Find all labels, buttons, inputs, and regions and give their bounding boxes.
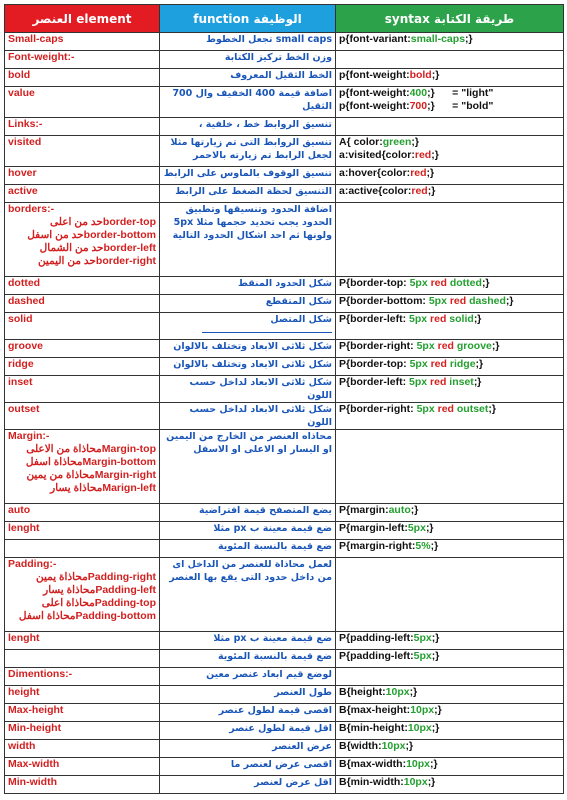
syntax-token: P{border-top:: [339, 358, 410, 370]
syntax-token: 5px: [409, 277, 431, 289]
element-text: Max-height: [8, 704, 64, 716]
syntax-token: ;}: [481, 277, 490, 289]
syntax-token: ;}: [430, 540, 439, 552]
element-text: Padding-leftمحاذاة يسار: [43, 584, 156, 596]
syntax-token: ;}: [431, 650, 440, 662]
element-text: visited: [8, 136, 42, 148]
element-text: Margin-rightمحاذاة من يمين: [26, 469, 156, 481]
header-row: [5, 5, 564, 33]
table-row: [5, 313, 564, 340]
cell-element: [5, 33, 160, 51]
syntax-token: P{margin-right:: [339, 540, 416, 552]
syntax-token: a:hover{color:: [339, 167, 411, 179]
cell-function: [160, 740, 336, 758]
table-row: [5, 295, 564, 313]
syntax-token: ;}: [405, 740, 414, 752]
element-text: inset: [8, 376, 33, 388]
syntax-token: ;}: [431, 632, 440, 644]
cell-element: [5, 295, 160, 313]
syntax-token: 5px: [413, 632, 432, 644]
table-row: [5, 504, 564, 522]
element-text: Margin-bottomمحاذاة اسفل: [25, 456, 156, 468]
function-text: اقل عرض لعنصر: [254, 777, 332, 788]
table-row: [5, 69, 564, 87]
element-text: Links:-: [8, 118, 43, 130]
cell-syntax: [336, 295, 564, 313]
syntax-token: solid: [449, 313, 474, 325]
function-text: شكل المتصل: [270, 314, 332, 325]
cell-element: [5, 540, 160, 558]
element-text: borders:-: [8, 203, 55, 215]
cell-function: [160, 313, 336, 340]
cell-function: [160, 376, 336, 403]
table-row: [5, 277, 564, 295]
syntax-token: red: [411, 185, 428, 197]
function-text: تنسيق الروابط خط ، خلفية ،: [198, 119, 332, 130]
syntax-token: ;} = "light": [427, 87, 494, 99]
element-text: Max-width: [8, 758, 60, 770]
function-text: لعمل محاذاة للعنصر من الداخل اى من داخل حدود التى يقع بها العنصر: [169, 559, 332, 583]
cell-element: [5, 430, 160, 504]
syntax-token: ;}: [491, 340, 500, 352]
syntax-token: 5px: [409, 358, 431, 370]
cell-syntax: [336, 358, 564, 376]
cell-function: [160, 686, 336, 704]
cell-element: [5, 313, 160, 340]
element-text: width: [8, 740, 36, 752]
cell-syntax: [336, 686, 564, 704]
cell-element: [5, 522, 160, 540]
syntax-token: ;}: [410, 504, 419, 516]
function-text: اقصى عرض لعنصر ما: [230, 759, 332, 770]
cell-syntax: [336, 504, 564, 522]
cell-element: [5, 87, 160, 118]
cell-element: [5, 758, 160, 776]
css-reference-table: [4, 4, 564, 794]
table-row: [5, 430, 564, 504]
element-text: hover: [8, 167, 37, 179]
syntax-token: P{margin:: [339, 504, 389, 516]
syntax-token: P{border-bottom:: [339, 295, 429, 307]
element-text: height: [8, 686, 40, 698]
cell-syntax: [336, 758, 564, 776]
syntax-token: red: [430, 376, 450, 388]
table-row: [5, 203, 564, 277]
syntax-token: ;}: [430, 758, 438, 770]
cell-syntax: [336, 313, 564, 340]
syntax-token: red: [430, 277, 450, 289]
cell-syntax: [336, 203, 564, 277]
cell-element: [5, 376, 160, 403]
table-row: [5, 33, 564, 51]
table-row: [5, 376, 564, 403]
cell-function: [160, 650, 336, 668]
syntax-token: 5px: [416, 340, 438, 352]
syntax-token: red: [437, 403, 457, 415]
syntax-token: ;}: [427, 185, 436, 197]
cell-function: [160, 632, 336, 650]
syntax-token: red: [410, 167, 427, 179]
cell-syntax: [336, 277, 564, 295]
cell-syntax: [336, 136, 564, 167]
function-text: طول العنصر: [274, 687, 332, 698]
table-body: [5, 33, 564, 794]
cell-syntax: [336, 185, 564, 203]
cell-function: [160, 504, 336, 522]
syntax-token: red: [437, 340, 457, 352]
syntax-token: B{min-width:: [339, 776, 404, 788]
function-text: اضافة قيمة 400 الخفيف وال 700 الثقيل: [172, 88, 332, 112]
cell-syntax: [336, 430, 564, 504]
function-text: محاذاه العنصر من الخارج من اليمين او اليسار او الاعلى او الاسفل: [166, 431, 332, 455]
element-text: bold: [8, 69, 31, 81]
syntax-token: ;}: [411, 136, 419, 148]
cell-syntax: [336, 167, 564, 185]
table-row: [5, 722, 564, 740]
cell-element: [5, 118, 160, 136]
syntax-token: P{margin-left:: [339, 522, 408, 534]
cell-function: [160, 118, 336, 136]
element-text: Padding-bottomمحاذاة اسفل: [18, 610, 156, 622]
cell-element: [5, 740, 160, 758]
syntax-token: p{font-variant:: [339, 33, 411, 45]
syntax-token: auto: [388, 504, 411, 516]
cell-function: [160, 704, 336, 722]
table-row: [5, 704, 564, 722]
table-row: [5, 522, 564, 540]
cell-syntax: [336, 740, 564, 758]
syntax-token: ;}: [473, 376, 482, 388]
cell-function: [160, 87, 336, 118]
cell-function: [160, 277, 336, 295]
function-text: الخط الثقيل المعروف: [230, 70, 332, 81]
syntax-token: 10px: [385, 686, 410, 698]
cell-function: [160, 51, 336, 69]
table-row: [5, 185, 564, 203]
cell-element: [5, 340, 160, 358]
element-text: border-bottomحد من اسفل: [27, 229, 156, 241]
cell-element: [5, 704, 160, 722]
element-text: Font-weight:-: [8, 51, 75, 63]
element-text: auto: [8, 504, 31, 516]
syntax-token: 10px: [403, 776, 428, 788]
function-text: اضافة الحدود وتنسيقها وتطبيق الحدود يجب تحديد حجمها مثلا 5px ولونها ثم احد اشكال الحدود التالية: [172, 204, 332, 241]
table-row: [5, 632, 564, 650]
syntax-token: B{min-height:: [339, 722, 408, 734]
syntax-token: ;}: [409, 686, 418, 698]
cell-function: [160, 69, 336, 87]
syntax-token: 10px: [406, 758, 431, 770]
syntax-token: ridge: [449, 358, 476, 370]
syntax-token: 5px: [407, 522, 426, 534]
table-row: [5, 668, 564, 686]
cell-element: [5, 136, 160, 167]
element-text: value: [8, 87, 35, 99]
cell-element: [5, 722, 160, 740]
cell-function: [160, 167, 336, 185]
element-text: border-leftحد من الشمال: [39, 242, 156, 254]
function-text: تنسيق الوقوف بالماوس على الرابط: [163, 168, 332, 179]
function-text: التنسيق لحظة الضغط على الرابط: [175, 186, 332, 197]
syntax-token: B{width:: [339, 740, 382, 752]
cell-syntax: [336, 632, 564, 650]
header-function: function الوظيفة: [160, 5, 336, 33]
cell-function: [160, 403, 336, 430]
syntax-token: p{font-weight:: [339, 69, 410, 81]
cell-function: [160, 558, 336, 632]
syntax-token: P{border-top:: [339, 277, 410, 289]
syntax-token: inset: [449, 376, 474, 388]
function-text: ضع قيمة معينة ب px مثلا: [213, 523, 332, 534]
cell-element: [5, 69, 160, 87]
syntax-token: B{height:: [339, 686, 386, 698]
syntax-token: a:active{color:: [339, 185, 412, 197]
table-row: [5, 740, 564, 758]
function-text: تنسيق الروابط التى تم زيارتها مثلا لجعل الرابط تم زيارته بالاحمر: [170, 137, 332, 161]
table-row: [5, 87, 564, 118]
function-text: شكل المتقطع: [265, 296, 332, 307]
cell-element: [5, 776, 160, 794]
cell-syntax: [336, 403, 564, 430]
function-text: يضع المتصفح قيمة افتراضية: [198, 505, 332, 516]
table-row: [5, 403, 564, 430]
cell-syntax: [336, 704, 564, 722]
syntax-token: ;}: [425, 522, 434, 534]
cell-function: [160, 430, 336, 504]
function-text: عرض العنصر: [272, 741, 332, 752]
syntax-token: ;}: [488, 403, 496, 415]
function-text: اقل قيمة لطول عنصر: [229, 723, 332, 734]
cell-element: [5, 185, 160, 203]
function-text: اقصى قيمة لطول عنصر: [218, 705, 332, 716]
syntax-token: 5px: [409, 376, 431, 388]
cell-syntax: [336, 51, 564, 69]
element-text: Small-caps: [8, 33, 64, 45]
syntax-token: ;}: [431, 149, 439, 161]
syntax-token: ;}: [431, 722, 440, 734]
cell-function: [160, 758, 336, 776]
cell-element: [5, 358, 160, 376]
syntax-token: 700: [409, 100, 428, 112]
syntax-token: groove: [456, 340, 492, 352]
syntax-token: B{max-height:: [339, 704, 411, 716]
element-text: dashed: [8, 295, 45, 307]
function-text: شكل ثلاثى الابعاد وتختلف بالالوان: [173, 359, 332, 370]
header-element: العنصر element: [5, 5, 160, 33]
function-text: ضع قيمة معينة ب px مثلا: [213, 633, 332, 644]
syntax-token: 5px: [409, 313, 431, 325]
cell-function: [160, 358, 336, 376]
cell-element: [5, 632, 160, 650]
cell-function: [160, 722, 336, 740]
syntax-token: 5px: [413, 650, 432, 662]
syntax-token: ;}: [465, 33, 473, 45]
element-text: groove: [8, 340, 44, 352]
syntax-token: P{padding-left:: [339, 632, 414, 644]
cell-syntax: [336, 69, 564, 87]
syntax-token: 10px: [381, 740, 406, 752]
table-row: [5, 686, 564, 704]
element-text: dotted: [8, 277, 41, 289]
table-row: [5, 118, 564, 136]
cell-element: [5, 504, 160, 522]
syntax-token: a:visited{color:: [339, 149, 415, 161]
cell-syntax: [336, 522, 564, 540]
table-row: [5, 340, 564, 358]
cell-element: [5, 51, 160, 69]
cell-element: [5, 277, 160, 295]
syntax-token: ;}: [431, 69, 440, 81]
cell-syntax: [336, 87, 564, 118]
cell-function: [160, 203, 336, 277]
element-text: outset: [8, 403, 40, 415]
table-row: [5, 540, 564, 558]
syntax-token: p{font-weight:: [339, 100, 410, 112]
cell-syntax: [336, 540, 564, 558]
syntax-token: ;}: [505, 295, 514, 307]
cell-syntax: [336, 33, 564, 51]
cell-syntax: [336, 650, 564, 668]
syntax-token: 5px: [428, 295, 450, 307]
syntax-token: B{max-width:: [339, 758, 407, 770]
element-text: border-rightحد من اليمين: [37, 255, 156, 267]
cell-element: [5, 167, 160, 185]
solid-line-sample: [202, 332, 332, 333]
element-text: lenght: [8, 632, 40, 644]
cell-element: [5, 686, 160, 704]
syntax-token: ;}: [475, 358, 484, 370]
cell-function: [160, 340, 336, 358]
element-text: border-topحد من اعلى: [50, 216, 156, 228]
cell-function: [160, 136, 336, 167]
cell-syntax: [336, 722, 564, 740]
cell-function: [160, 522, 336, 540]
cell-function: [160, 185, 336, 203]
cell-function: [160, 540, 336, 558]
table-row: [5, 51, 564, 69]
syntax-token: P{border-left:: [339, 313, 410, 325]
function-text: وزن الخط تركيز الكتابة: [224, 52, 332, 63]
syntax-token: dashed: [469, 295, 506, 307]
syntax-token: 400: [409, 87, 428, 99]
function-text: small caps تجعل الخطوط: [206, 34, 332, 45]
cell-syntax: [336, 340, 564, 358]
element-text: solid: [8, 313, 33, 325]
syntax-token: red: [430, 358, 450, 370]
syntax-token: p{font-weight:: [339, 87, 410, 99]
syntax-token: ;}: [473, 313, 482, 325]
syntax-token: red: [449, 295, 470, 307]
cell-element: [5, 650, 160, 668]
element-text: Marign-leftمحاذاة يسار: [50, 482, 156, 494]
element-text: Padding-topمحاذاة اعلى: [41, 597, 156, 609]
cell-syntax: [336, 776, 564, 794]
element-text: ridge: [8, 358, 34, 370]
cell-function: [160, 776, 336, 794]
cell-syntax: [336, 558, 564, 632]
syntax-token: 10px: [407, 722, 432, 734]
syntax-token: 10px: [410, 704, 435, 716]
table-row: [5, 650, 564, 668]
cell-syntax: [336, 118, 564, 136]
syntax-token: bold: [409, 69, 432, 81]
function-text: شكل ثلاثى الابعاد لداخل حسب اللون: [189, 377, 332, 401]
cell-syntax: [336, 668, 564, 686]
syntax-token: red: [430, 313, 450, 325]
function-text: ضع قيمة بالنسبة المئوية: [217, 541, 332, 552]
element-text: Min-width: [8, 776, 57, 788]
cell-syntax: [336, 376, 564, 403]
table-row: [5, 758, 564, 776]
syntax-token: P{border-left:: [339, 376, 410, 388]
element-text: lenght: [8, 522, 40, 534]
cell-element: [5, 668, 160, 686]
function-text: شكل ثلاثى الابعاد وتختلف بالالوان: [173, 341, 332, 352]
cell-function: [160, 295, 336, 313]
css-reference-table-container: [4, 4, 563, 794]
cell-element: [5, 203, 160, 277]
syntax-token: outset: [456, 403, 489, 415]
syntax-token: ;} = "bold": [427, 100, 494, 112]
function-text: ضع قيمة بالنسبة المئوية: [217, 651, 332, 662]
function-text: شكل ثلاثى الابعاد لداخل حسب اللون: [189, 404, 332, 428]
element-text: Margin:-: [8, 430, 50, 442]
cell-function: [160, 668, 336, 686]
cell-element: [5, 403, 160, 430]
element-text: Padding-rightمحاذاة يمين: [35, 571, 156, 583]
table-row: [5, 558, 564, 632]
syntax-token: 5%: [415, 540, 431, 552]
table-row: [5, 358, 564, 376]
element-text: Padding:-: [8, 558, 57, 570]
element-text: Min-height: [8, 722, 62, 734]
table-row: [5, 167, 564, 185]
syntax-token: red: [414, 149, 432, 161]
header-syntax: syntax طريقة الكتابة: [336, 5, 564, 33]
syntax-token: A{ color:: [339, 136, 383, 148]
syntax-token: P{border-right:: [339, 340, 417, 352]
syntax-token: 5px: [416, 403, 438, 415]
syntax-token: dotted: [449, 277, 482, 289]
syntax-token: ;}: [427, 776, 436, 788]
function-text: لوضع قيم ابعاد عنصر معين: [206, 669, 332, 680]
syntax-token: small-caps: [410, 33, 466, 45]
element-text: active: [8, 185, 38, 197]
syntax-token: P{border-right:: [339, 403, 417, 415]
cell-function: [160, 33, 336, 51]
table-header: [5, 5, 564, 33]
syntax-token: ;}: [434, 704, 442, 716]
syntax-token: P{padding-left:: [339, 650, 414, 662]
element-text: Dimentions:-: [8, 668, 73, 680]
element-text: Margin-topمحاذاة من الاعلى: [26, 443, 156, 455]
syntax-token: ;}: [426, 167, 435, 179]
syntax-token: green: [382, 136, 412, 148]
table-row: [5, 136, 564, 167]
cell-element: [5, 558, 160, 632]
function-text: شكل الحدود المنقط: [238, 278, 332, 289]
table-row: [5, 776, 564, 794]
